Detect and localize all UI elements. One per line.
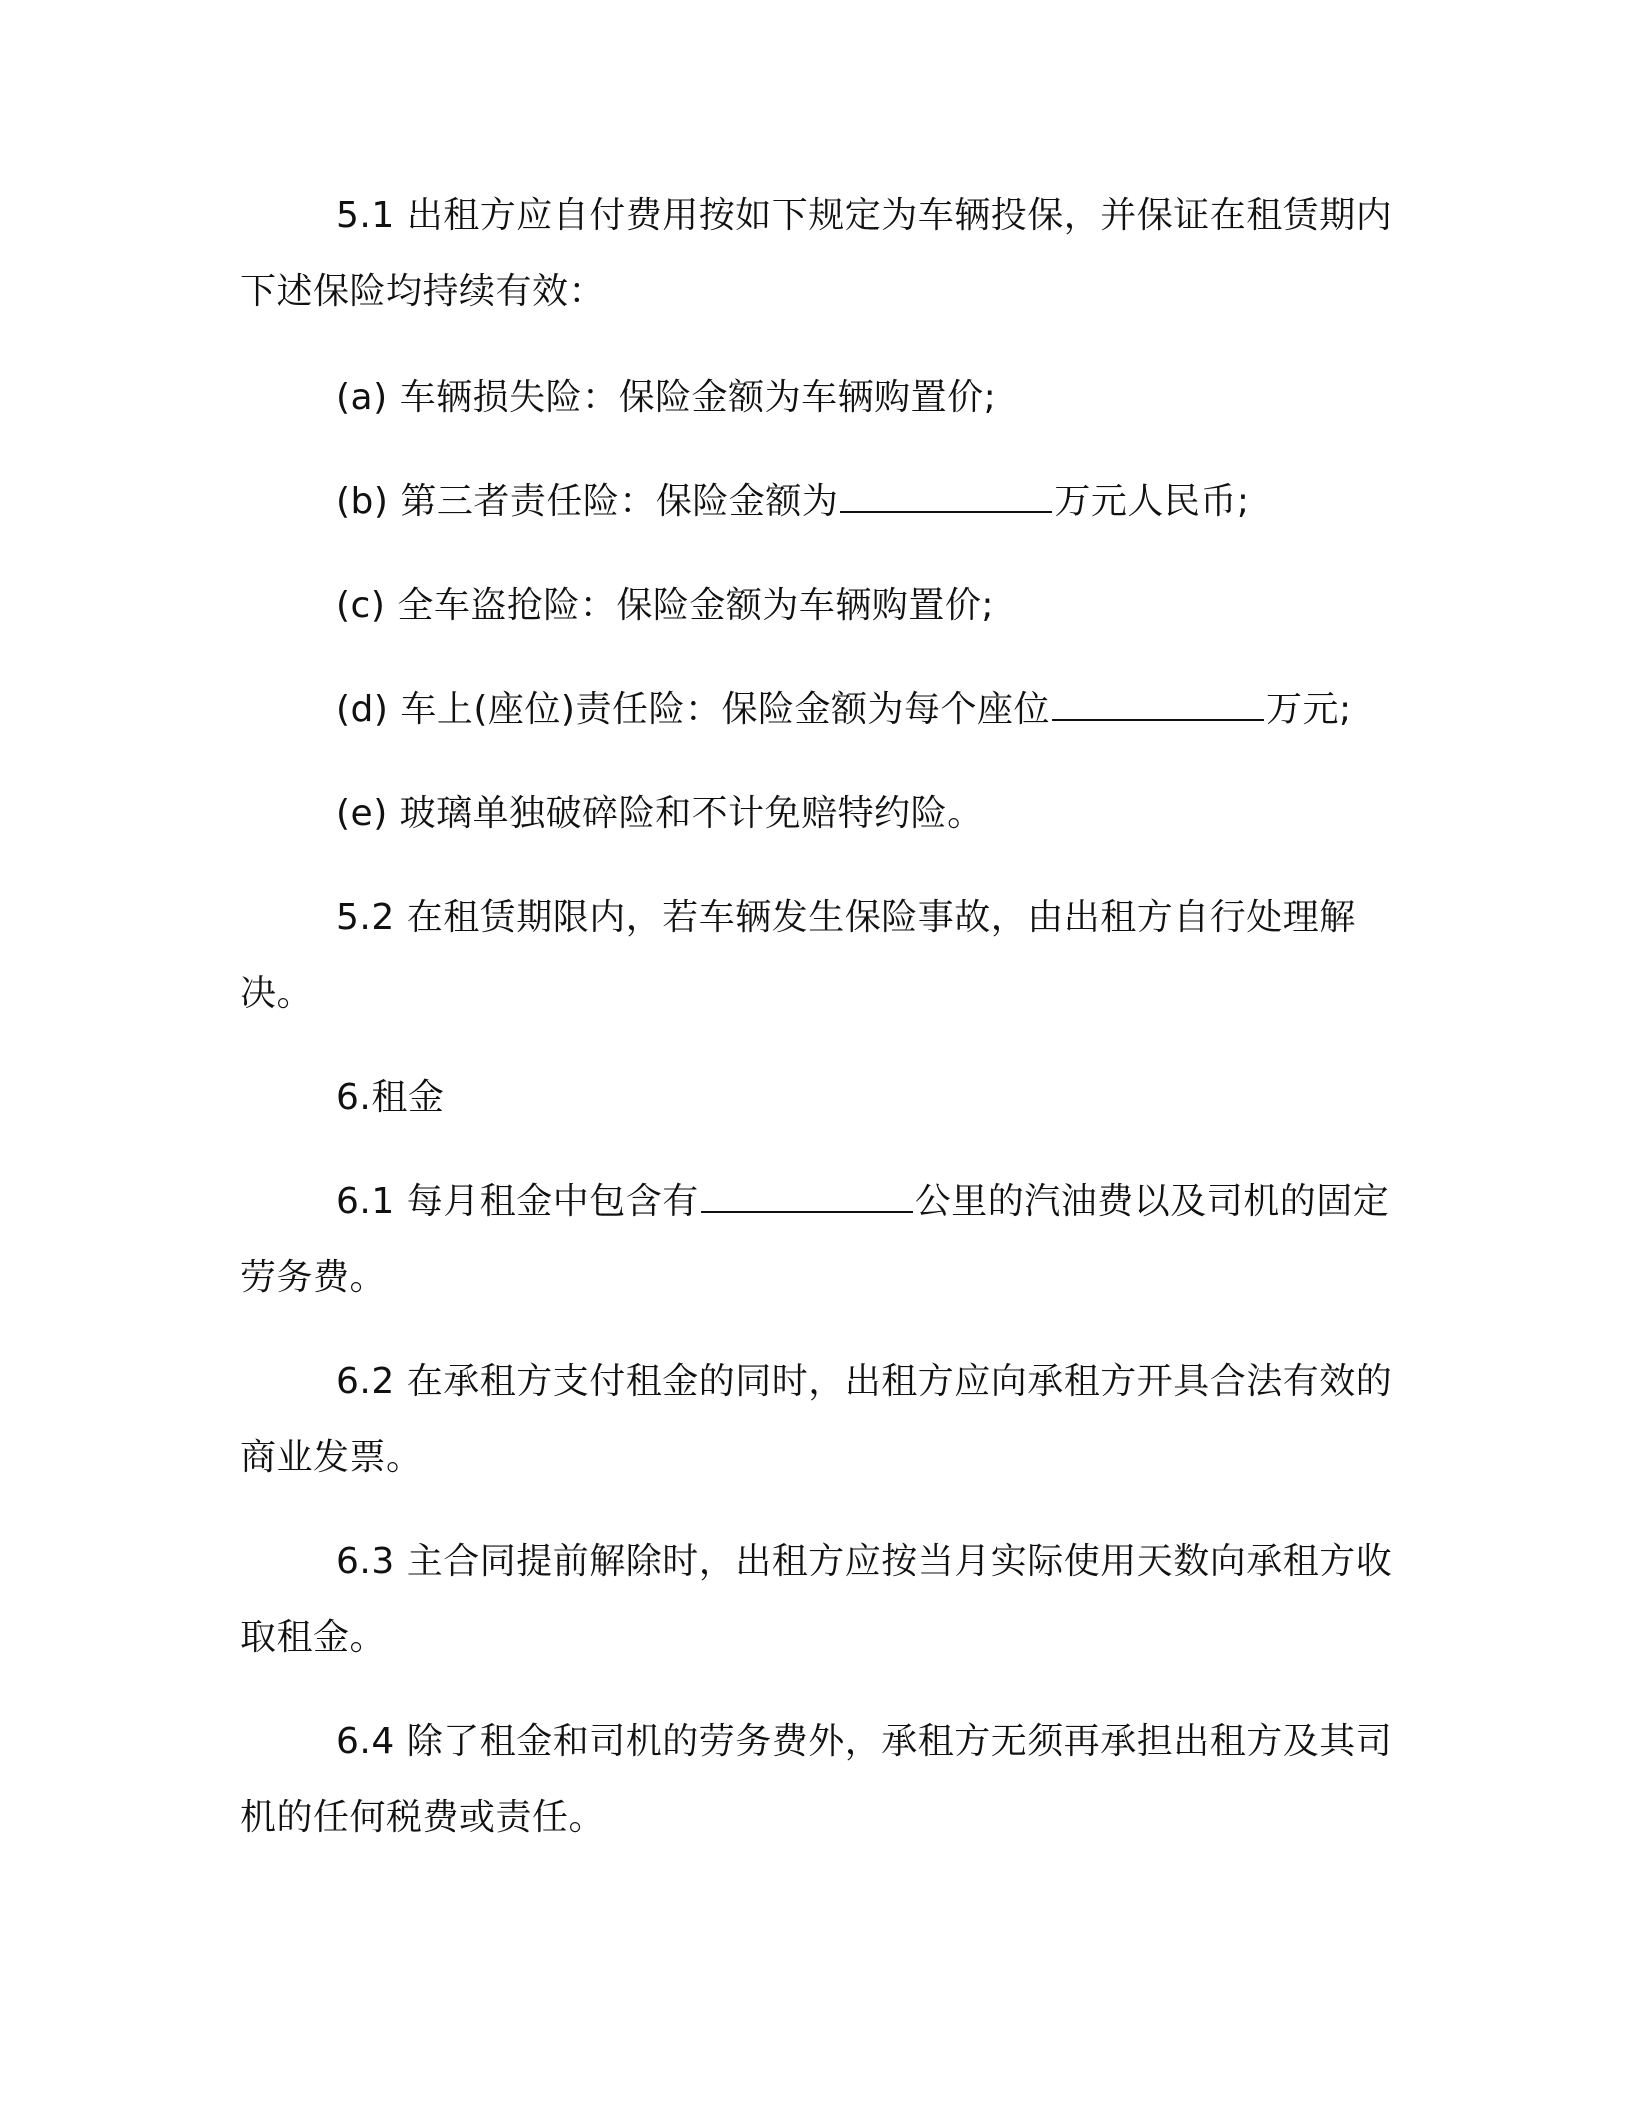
clause-5-1-b-text-before: (b) 第三者责任险：保险金额为 <box>336 481 839 522</box>
clause-5-1: 5.1 出租方应自付费用按如下规定为车辆投保，并保证在租赁期内下述保险均持续有效： <box>240 195 1393 312</box>
fill-in-blank-seat-amount[interactable] <box>1052 685 1264 721</box>
clause-5-1-a: (a) 车辆损失险：保险金额为车辆购置价; <box>336 377 997 418</box>
clause-6-1-text-before: 6.1 每月租金中包含有 <box>336 1181 699 1222</box>
clause-5-1-d-text-after: 万元; <box>1265 689 1352 730</box>
clause-6-2: 6.2 在承租方支付租金的同时，出租方应向承租方开具合法有效的商业发票。 <box>240 1361 1393 1478</box>
clause-6-1-text-after: 公里的汽油费以及司机的固定劳务费。 <box>240 1181 1390 1298</box>
clause-6-1 <box>240 1164 1400 1316</box>
fill-in-blank-kilometers[interactable] <box>701 1177 913 1213</box>
clause-6-3: 6.3 主合同提前解除时，出租方应按当月实际使用天数向承租方收取租金。 <box>240 1541 1393 1658</box>
clause-5-1-e: (e) 玻璃单独破碎险和不计免赔特约险。 <box>336 793 984 834</box>
clause-5-1-d-text-before: (d) 车上(座位)责任险：保险金额为每个座位 <box>336 689 1050 730</box>
fill-in-blank-amount[interactable] <box>840 477 1052 513</box>
clause-5-1-b <box>240 464 1400 540</box>
clause-5-1-b-text-after: 万元人民币; <box>1054 481 1250 522</box>
section-6-heading: 6.租金 <box>336 1077 445 1118</box>
clause-5-1-d <box>240 672 1400 748</box>
clause-5-1-c: (c) 全车盗抢险：保险金额为车辆购置价; <box>336 585 994 626</box>
clause-6-4: 6.4 除了租金和司机的劳务费外，承租方无须再承担出租方及其司机的任何税费或责任。 <box>240 1721 1393 1838</box>
clause-5-2: 5.2 在租赁期限内，若车辆发生保险事故，由出租方自行处理解决。 <box>240 897 1356 1014</box>
